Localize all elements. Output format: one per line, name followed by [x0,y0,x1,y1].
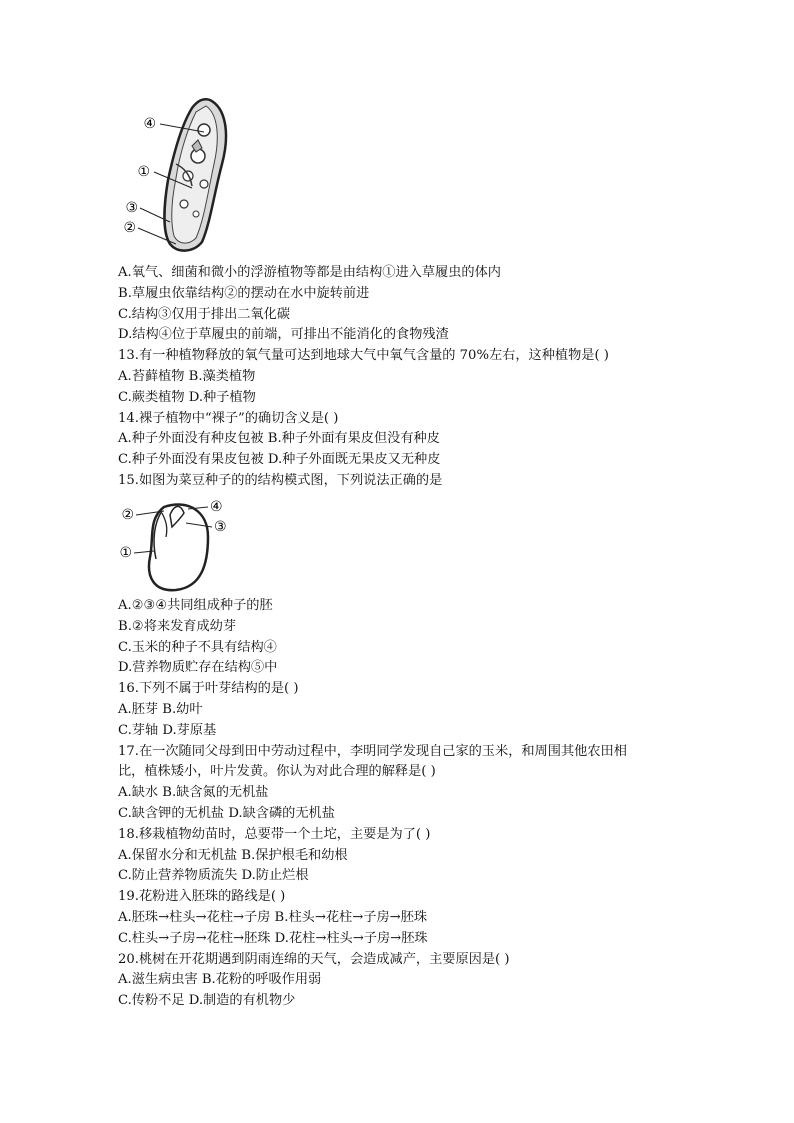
text-line: D.结构④位于草履虫的前端，可排出不能消化的食物残渣 [118,327,449,343]
text-line: B.②将来发育成幼芽 [118,618,237,634]
question-14-stem: 14.裸子植物中“裸子”的确切含义是( ) [118,410,339,426]
seed-label-1: ① [119,545,132,561]
paramecium-label-2: ② [123,220,136,236]
seed-label-4: ④ [210,499,223,515]
paramecium-label-4: ④ [143,116,156,132]
text-line: B.草履虫依靠结构②的摆动在水中旋转前进 [118,285,370,301]
seed-label-3: ③ [214,519,227,535]
text-line: A.胚芽 B.幼叶 [118,701,203,717]
question-18-stem: 18.移栽植物幼苗时，总要带一个土坨，主要是为了( ) [118,826,431,842]
paramecium-label-1: ① [137,164,150,180]
text-line: A.苔藓植物 B.藻类植物 [118,368,256,384]
seed-label-2: ② [121,507,134,523]
text-line: C.玉米的种子不具有结构④ [118,639,277,655]
text-line: C.种子外面没有果皮包被 D.种子外面既无果皮又无种皮 [118,452,441,468]
text-line: 比，植株矮小，叶片发黄。你认为对此合理的解释是( ) [118,764,436,780]
text-line: A.胚珠→柱头→花柱→子房 B.柱头→花柱→子房→胚珠 [118,909,428,925]
question-16-stem: 16.下列不属于叶芽结构的是( ) [118,681,299,697]
text-line: D.营养物质贮存在结构⑤中 [118,660,278,676]
text-line: C.柱头→子房→花柱→胚珠 D.花柱→柱头→子房→胚珠 [118,930,428,946]
question-15-stem: 15.如图为菜豆种子的的结构模式图，下列说法正确的是 [118,472,443,488]
text-line: C.芽轴 D.芽原基 [118,722,217,738]
question-20-stem: 20.桃树在开花期遇到阴雨连绵的天气，会造成减产，主要原因是( ) [118,951,510,967]
text-line: C.防止营养物质流失 D.防止烂根 [118,868,309,884]
question-text-block-1 [118,263,718,492]
text-line: C.缺含钾的无机盐 D.缺含磷的无机盐 [118,805,335,821]
text-line: A.种子外面没有种皮包被 B.种子外面有果皮但没有种皮 [118,431,440,447]
question-text-block-2 [118,596,718,1012]
text-line: A.滋生病虫害 B.花粉的呼吸作用弱 [118,972,322,988]
text-line: A.保留水分和无机盐 B.保护根毛和幼根 [118,847,348,863]
text-line: A.缺水 B.缺含氮的无机盐 [118,785,269,801]
paramecium-figure [118,94,228,254]
text-line: A.②③④共同组成种子的胚 [118,598,273,613]
text-line: C.传粉不足 D.制造的有机物少 [118,993,296,1009]
question-13-stem: 13.有一种植物释放的氧气量可达到地球大气中氧气含量的 70%左右，这种植物是( ) [118,348,609,364]
question-17-stem: 17.在一次随同父母到田中劳动过程中，李明同学发现自己家的玉米，和周围其他农田相 [118,743,627,759]
text-line: C.蕨类植物 D.种子植物 [118,389,256,405]
paramecium-label-3: ③ [125,200,138,216]
question-19-stem: 19.花粉进入胚珠的路线是( ) [118,889,286,905]
text-line: C.结构③仅用于排出二氧化碳 [118,306,291,322]
text-line: A.氧气、细菌和微小的浮游植物等都是由结构①进入草履虫的体内 [118,265,501,280]
bean-seed-figure [118,497,238,594]
